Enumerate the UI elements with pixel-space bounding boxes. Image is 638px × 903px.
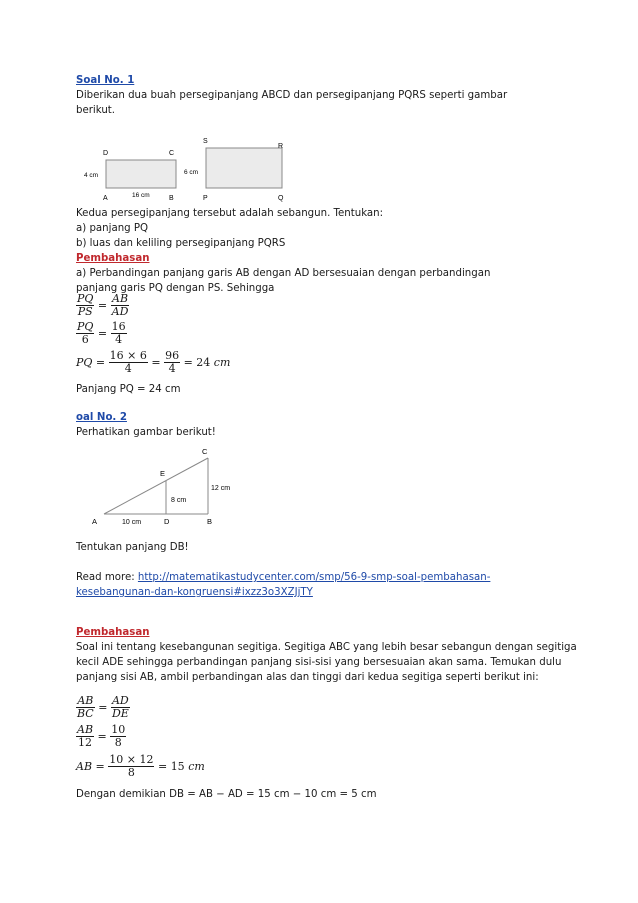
soal1-exp-line1: a) Perbandingan panjang garis AB dengan AD bersesuaian dengan perbandingan — [76, 268, 491, 279]
label-C2: C — [202, 447, 208, 456]
label-D: D — [103, 150, 109, 157]
soal1-equation-1: $\frac{PQ}{PS}$ = $\frac{AB}{AD}$ — [77, 292, 129, 318]
soal1-answer: Panjang PQ = 24 cm — [76, 384, 181, 395]
read-more-line1 — [76, 571, 490, 584]
soal1-task-a: a) panjang PQ — [76, 223, 149, 234]
soal1-desc-line2: berikut. — [76, 105, 116, 116]
rectangles-figure — [76, 134, 316, 206]
label-R: R — [278, 143, 284, 150]
label-Q: Q — [278, 195, 284, 202]
bc-length-label: 12 cm — [211, 485, 231, 492]
side-ac — [104, 458, 208, 514]
label-D2: D — [164, 517, 170, 526]
label-A: A — [103, 195, 108, 202]
soal1-task-b: b) luas dan keliling persegipanjang PQRS — [76, 238, 286, 249]
soal2-exp-line3: panjang sisi AB, ambil perbandingan alas dan tinggi dari kedua segitiga seperti berikut ini: — [76, 672, 539, 683]
soal1-pembahasan-title: Pembahasan — [76, 253, 150, 264]
soal1-equation-2: $\frac{PQ}{6}$ = $\frac{16}{4}$ — [77, 320, 126, 346]
soal2-desc: Perhatikan gambar berikut! — [76, 427, 216, 438]
small-height-label: 4 cm — [84, 172, 99, 179]
label-B2: B — [207, 517, 213, 526]
soal2-conclusion: Dengan demikian DB = AB − AD = 15 cm − 10 cm = 5 cm — [76, 789, 377, 800]
soal2-task: Tentukan panjang DB! — [76, 542, 189, 553]
soal1-title: Soal No. 1 — [76, 75, 135, 86]
soal2-title: oal No. 2 — [76, 412, 127, 423]
soal1-desc-line1: Diberikan dua buah persegipanjang ABCD dan persegipanjang PQRS seperti gambar — [76, 90, 508, 101]
large-height-label: 6 cm — [184, 169, 199, 176]
source-link[interactable]: http://matematikastudycenter.com/smp/56-9-smp-soal-pembahasan- — [137, 572, 491, 583]
triangle-figure — [76, 442, 266, 530]
small-width-label: 16 cm — [132, 192, 150, 199]
rectangle-pqrs — [206, 148, 282, 188]
soal1-equation-3: PQ = $\frac{16 \times 6}{4}$ = $\frac{96}{4}$ = 24 cm — [76, 349, 231, 375]
soal1-task-line1: Kedua persegipanjang tersebut adalah sebangun. Tentukan: — [76, 208, 384, 219]
soal2-equation-1: $\frac{AB}{BC}$ = $\frac{AD}{DE}$ — [77, 694, 129, 720]
label-A2: A — [92, 517, 98, 526]
soal1-exp-line2: panjang garis PQ dengan PS. Sehingga — [76, 283, 275, 294]
label-S: S — [203, 138, 208, 145]
soal2-exp-line1: Soal ini tentang kesebangunan segitiga. Segitiga ABC yang lebih besar sebangun dengan segitiga — [76, 642, 577, 653]
label-E2: E — [160, 469, 166, 478]
soal2-equation-3: AB = $\frac{10 \times 12}{8}$ = 15 cm — [76, 753, 205, 779]
soal2-equation-2: $\frac{AB}{12}$ = $\frac{10}{8}$ — [77, 723, 126, 749]
label-C: C — [169, 150, 175, 157]
label-P: P — [203, 195, 208, 202]
source-link-continued[interactable]: kesebangunan-dan-kongruensi#ixzz3o3XZJjTY — [76, 587, 313, 598]
soal2-pembahasan-title: Pembahasan — [76, 627, 150, 638]
ad-length-label: 10 cm — [122, 519, 142, 526]
de-length-label: 8 cm — [171, 497, 187, 504]
label-B: B — [169, 195, 174, 202]
rectangle-abcd — [106, 160, 176, 188]
soal2-exp-line2: kecil ADE sehingga perbandingan panjang sisi-sisi yang bersesuaian akan sama. Temukan dulu — [76, 657, 562, 668]
read-more-label: Read more: — [76, 572, 135, 583]
